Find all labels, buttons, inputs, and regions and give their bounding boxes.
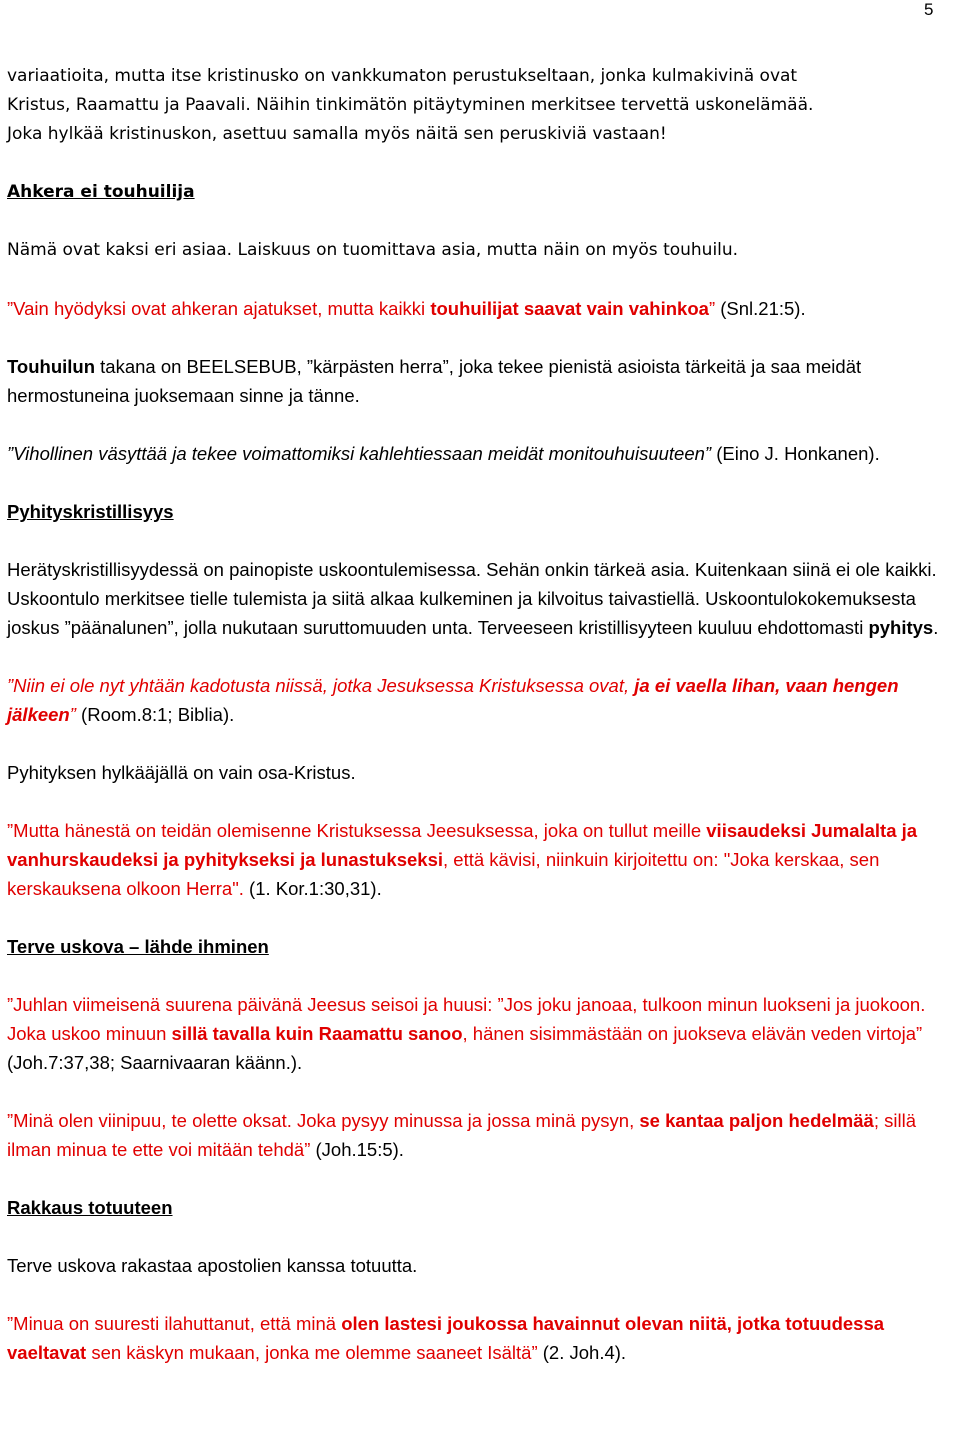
proverb-quote-close: ” (708, 298, 721, 319)
heading-ahkera: Ahkera ei touhuilija (7, 182, 195, 202)
corinthians-quote-close: , että kävisi, niinkuin kirjoitettu on: "Joka kerskaa, sen kerskauksena olkoon Herra". (7, 849, 880, 899)
honkanen-quote (7, 439, 960, 468)
john7-quote-emphasis: sillä tavalla kuin Raamattu sanoo (171, 1023, 463, 1044)
john15-reference: (Joh.15:5). (310, 1139, 404, 1160)
intro-line-3: Joka hylkää kristinuskon, asettuu samalla myös näitä sen peruskiviä vastaan! (7, 124, 667, 144)
romans-quote-text: ”Niin ei ole nyt yhtään kadotusta niissä, jotka Jesuksessa Kristuksessa ovat, (7, 675, 635, 696)
john7-quote (7, 990, 960, 1077)
corinthians-quote-text: ”Mutta hänestä on teidän olemisenne Kristuksessa Jeesuksessa, joka on tullut meille (7, 820, 707, 841)
totuus-paragraph: Terve uskova rakastaa apostolien kanssa totuutta. (7, 1255, 418, 1276)
john7-quote-close: , hänen sisimmästään on juokseva elävän veden virtoja” (462, 1023, 923, 1044)
corinthians-quote (7, 816, 960, 903)
john15-quote (7, 1106, 960, 1164)
corinthians-quote-emphasis: viisaudeksi Jumalalta ja vanhurskaudeksi ja pyhitykseksi ja lunastukseksi (7, 820, 918, 870)
pyhitys-bold: pyhitys (868, 617, 934, 638)
2john-quote (7, 1309, 960, 1367)
romans-quote-close: ” (69, 704, 76, 725)
romans-quote (7, 671, 960, 729)
osa-kristus-paragraph: Pyhityksen hylkääjällä on vain osa-Kristus. (7, 762, 356, 783)
romans-quote-emphasis: ja ei vaella lihan, vaan hengen jälkeen (7, 675, 899, 725)
corinthians-reference: (1. Kor.1:30,31). (243, 878, 382, 899)
2john-quote-close: sen käskyn mukaan, jonka me olemme saaneet Isältä” (86, 1342, 538, 1363)
2john-reference: (2. Joh.4). (537, 1342, 627, 1363)
proverb-reference: (Snl.21:5). (720, 298, 806, 319)
john15-quote-emphasis: se kantaa paljon hedelmää (639, 1110, 874, 1131)
intro-line-2: Kristus, Raamattu ja Paavali. Näihin tinkimätön pitäytyminen merkitsee tervettä uskonelämää. (7, 95, 814, 115)
honkanen-quote-text: ”Vihollinen väsyttää ja tekee voimattomiksi kahlehtiessaan meidät monitouhuisuuteen” (7, 443, 712, 464)
page-number: 5 (924, 0, 934, 19)
intro-line-1: variaatioita, mutta itse kristinusko on vankkumaton perustukseltaan, jonka kulmakivinä ovat (7, 66, 798, 86)
honkanen-reference: (Eino J. Honkanen). (711, 443, 880, 464)
touhuilu-paragraph (7, 352, 960, 410)
john15-quote-text: ”Minä olen viinipuu, te olette oksat. Joka pysyy minussa ja jossa minä pysyn, (7, 1110, 640, 1131)
john7-reference: (Joh.7:37,38; Saarnivaaran käänn.). (7, 1052, 303, 1073)
heading-terve-uskova: Terve uskova – lähde ihminen (7, 936, 269, 957)
intro-paragraph (7, 62, 960, 149)
document-page (7, 62, 960, 1396)
pyhitys-text: Herätyskristillisyydessä on painopiste uskoontulemisessa. Sehän onkin tärkeä asia. Kuitenkaan siinä ei ole kaikki. Uskoontulo merkitsee tielle tulemista ja siitä alkaa kulkeminen ja kilvoitus taivastiellä. Uskoontulokokemuksesta joskus ”päänalunen”, jolla nukutaan suruttomuuden unta. Terveeseen kristillisyyteen kuuluu ehdottomasti (7, 559, 937, 638)
proverb-quote-text: ”Vain hyödyksi ovat ahkeran ajatukset, mutta kaikki (7, 298, 431, 319)
heading-rakkaus: Rakkaus totuuteen (7, 1197, 173, 1218)
proverb-quote-emphasis: touhuilijat saavat vain vahinkoa (430, 298, 709, 319)
pyhitys-end: . (933, 617, 939, 638)
2john-quote-emphasis: olen lastesi joukossa havainnut olevan niitä, jotka totuudessa vaeltavat (7, 1313, 885, 1363)
touhuilun-bold: Touhuilun (7, 356, 96, 377)
ahkera-paragraph: Nämä ovat kaksi eri asiaa. Laiskuus on tuomittava asia, mutta näin on myös touhuilu. (7, 240, 739, 260)
john15-quote-close: ; sillä ilman minua te ette voi mitään tehdä” (7, 1110, 916, 1160)
touhuilu-text: takana on BEELSEBUB, ”kärpästen herra”, joka tekee pienistä asioista tärkeitä ja saa meidät hermostuneina juoksemaan sinne ja tänne. (7, 356, 862, 406)
2john-quote-text: ”Minua on suuresti ilahuttanut, että minä (7, 1313, 342, 1334)
heading-pyhityskristillisyys: Pyhityskristillisyys (7, 501, 174, 522)
proverb-quote (7, 294, 960, 323)
john7-quote-text: ”Juhlan viimeisenä suurena päivänä Jeesus seisoi ja huusi: ”Jos joku janoaa, tulkoon minun luokseni ja juokoon. Joka uskoo minuun (7, 994, 926, 1044)
pyhitys-paragraph (7, 555, 960, 642)
romans-reference: (Room.8:1; Biblia). (75, 704, 235, 725)
